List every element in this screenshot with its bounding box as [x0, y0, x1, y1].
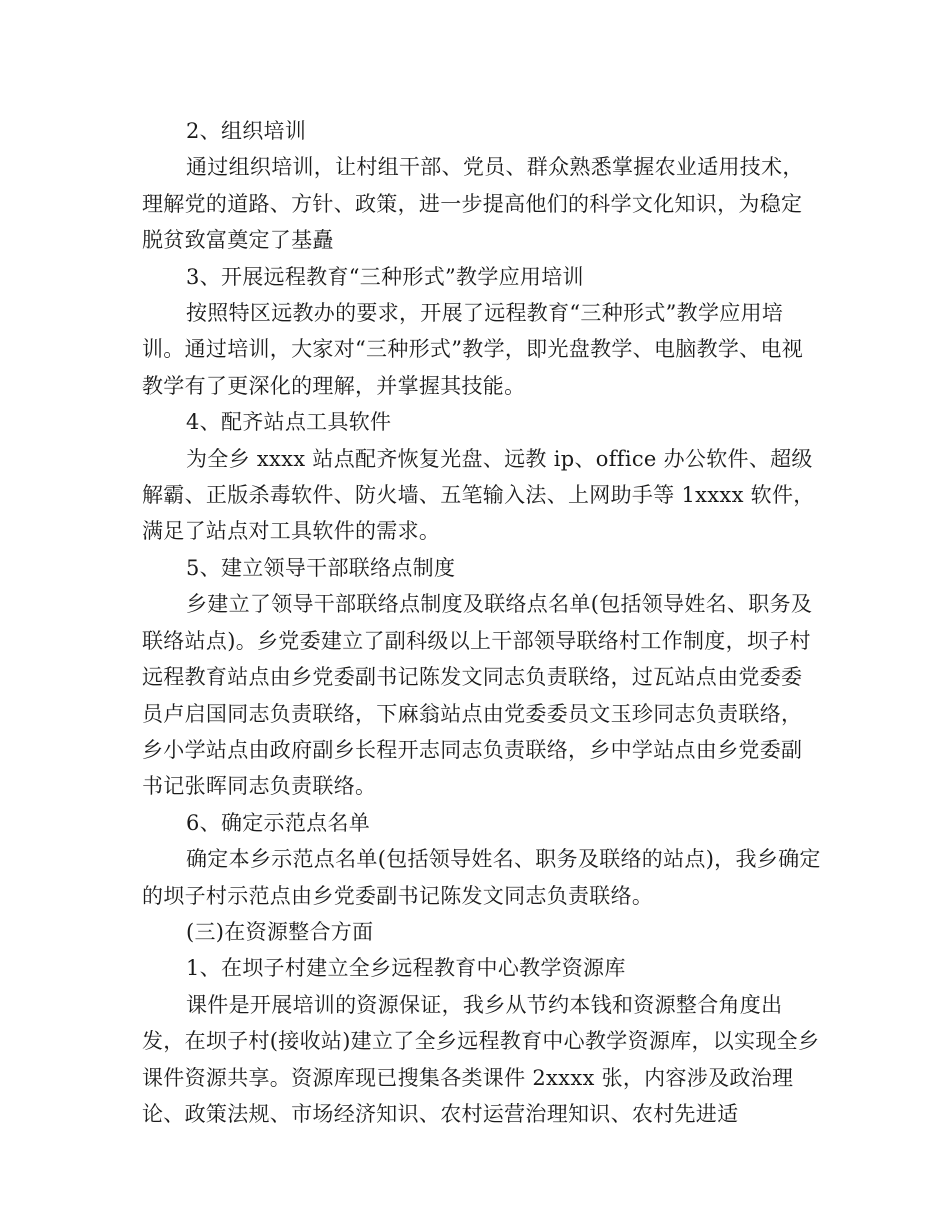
- section-heading: 6、确定示范点名单: [186, 810, 371, 835]
- body-paragraph: 通过组织培训，让村组干部、党员、群众熟悉掌握农业适用技术，理解党的道路、方针、政策，进一步提高他们的科学文化知识，为稳定脱贫致富奠定了基矗: [142, 155, 804, 253]
- body-paragraph: 确定本乡示范点名单(包括领导姓名、职务及联络的站点)，我乡确定的坝子村示范点由乡党委副书记陈发文同志负责联络。: [142, 847, 821, 908]
- section-heading: 4、配齐站点工具软件: [186, 410, 392, 435]
- section-heading: 3、开展远程教育“三种形式”教学应用培训: [186, 264, 584, 289]
- document-body: [142, 113, 822, 1132]
- body-paragraph: 课件是开展培训的资源保证，我乡从节约本钱和资源整合角度出发，在坝子村(接收站)建立了全乡远程教育中心教学资源库，以实现全乡课件资源共享。资源库现已搜集各类课件 2xxxx 张，内容涉及政治理论、政策法规、市场经济知识、农村运营治理知识、农村先进适: [142, 992, 820, 1126]
- body-paragraph: 按照特区远教办的要求，开展了远程教育“三种形式”教学应用培训。通过培训，大家对“三种形式”教学，即光盘教学、电脑教学、电视教学有了更深化的理解，并掌握其技能。: [142, 301, 804, 398]
- section-heading: 1、在坝子村建立全乡远程教育中心教学资源库: [186, 956, 626, 981]
- section-heading: 5、建立领导干部联络点制度: [186, 555, 456, 580]
- body-paragraph: 为全乡 xxxx 站点配齐恢复光盘、远教 ip、office 办公软件、超级解霸、正版杀毒软件、防火墙、五笔输入法、上网助手等 1xxxx 软件，满足了站点对工具软件的需求。: [142, 446, 815, 544]
- section-heading: 2、组织培训: [186, 119, 307, 143]
- body-paragraph: 乡建立了领导干部联络点制度及联络点名单(包括领导姓名、职务及联络站点)。乡党委建立了副科级以上干部领导联络村工作制度，坝子村远程教育站点由乡党委副书记陈发文同志负责联络，过瓦站点由党委委员卢启国同志负责联络，下麻翁站点由党委委员文玉珍同志负责联络，乡小学站点由政府副乡长程开志同志负责联络，乡中学站点由乡党委副书记张晖同志负责联络。: [142, 592, 813, 799]
- subsection-heading: (三)在资源整合方面: [186, 919, 374, 944]
